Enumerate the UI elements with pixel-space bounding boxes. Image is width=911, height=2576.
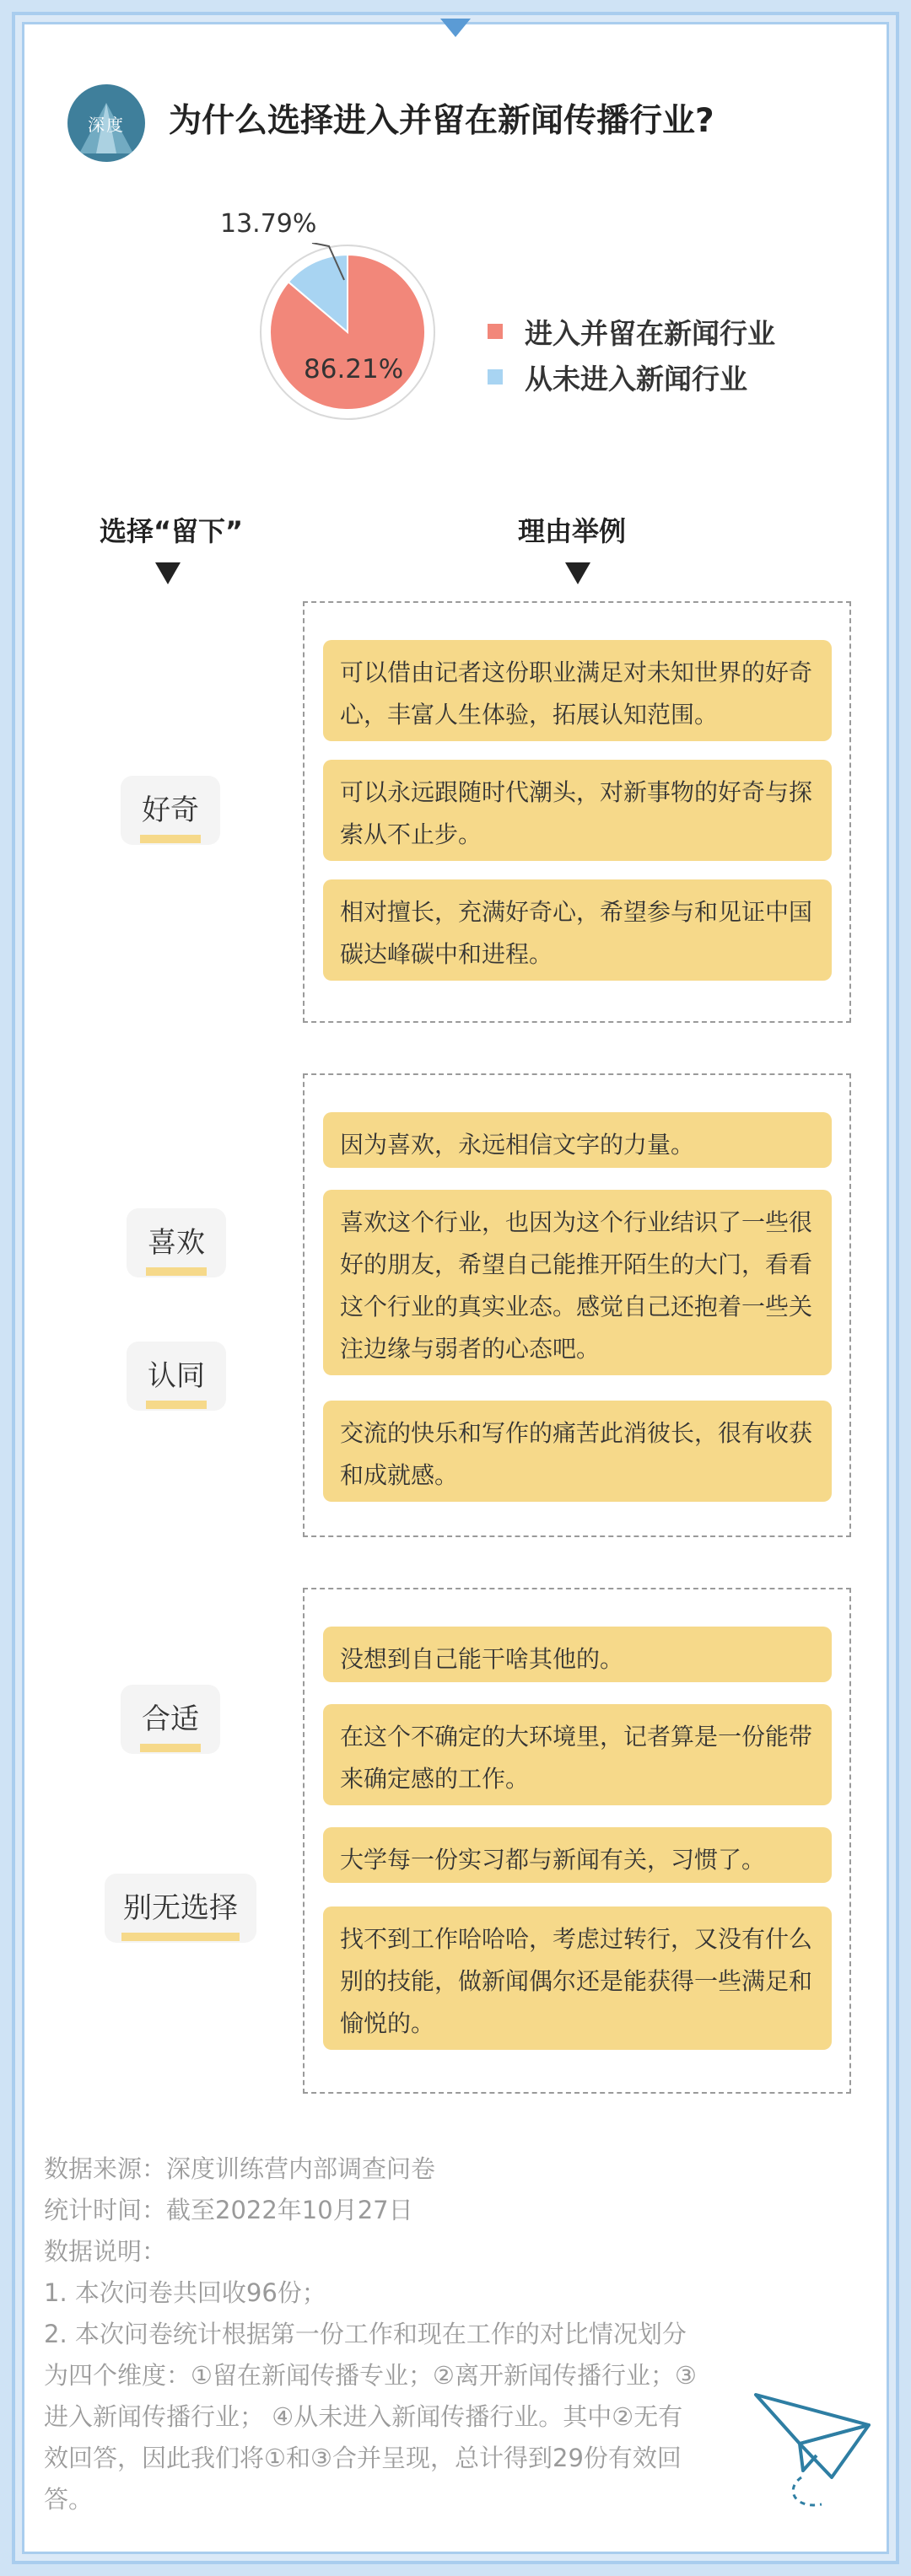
legend-item-never [488,354,775,400]
pie-label-major: 86.21% [304,354,404,385]
pie-chart [258,243,437,422]
reason-card: 没想到自己能干啥其他的。 [323,1627,832,1682]
top-marker-icon [440,19,471,37]
reason-card: 交流的快乐和写作的痛苦此消彼长，很有收获和成就感。 [323,1401,832,1502]
pie-legend [488,309,775,400]
reason-card: 可以借由记者这份职业满足对未知世界的好奇心，丰富人生体验，拓展认知范围。 [323,640,832,741]
legend-swatch-stay [488,324,503,339]
reason-card: 可以永远跟随时代潮头，对新事物的好奇与探索从不止步。 [323,760,832,861]
logo-text: 深度 [88,114,125,135]
legend-item-stay [488,309,775,354]
note-source: 数据来源：深度训练营内部调查问卷 [44,2154,436,2183]
reason-card: 相对擅长，充满好奇心，希望参与和见证中国碳达峰碳中和进程。 [323,879,832,981]
reason-card: 找不到工作哈哈哈，考虑过转行，又没有什么别的技能，做新闻偶尔还是能获得一些满足和愉悦的。 [323,1906,832,2050]
choice-tag: 认同 [127,1342,226,1411]
legend-swatch-never [488,369,503,385]
note-item-2: 2. 本次问卷统计根据第一份工作和现在工作的对比情况划分为四个维度：①留在新闻传播专业；②离开新闻传播行业；③进入新闻传播行业； ④从未进入新闻传播行业。其中②无有效回答，因此我们将①和③合并呈现，总计得到29份有效回答。 [44,2320,697,2514]
legend-label-stay: 进入并留在新闻行业 [525,316,775,350]
data-notes [44,2148,702,2520]
choice-tag: 喜欢 [127,1208,226,1277]
down-arrow-icon [565,562,590,584]
pie-label-minor: 13.79% [220,209,317,239]
column-header-reasons: 理由举例 [518,515,627,547]
paper-plane-icon [751,2386,877,2513]
choice-tag: 合适 [121,1685,220,1754]
choice-tag: 好奇 [121,776,220,845]
down-arrow-icon [155,562,181,584]
reason-group-fit [303,1588,851,2094]
column-header-choice: 选择“留下” [100,515,244,547]
legend-label-never: 从未进入新闻行业 [525,362,747,395]
note-item-1: 1. 本次问卷共回收96份； [44,2278,326,2307]
logo [67,84,145,162]
reason-card: 因为喜欢，永远相信文字的力量。 [323,1112,832,1168]
note-heading: 数据说明： [44,2237,167,2266]
reason-card: 在这个不确定的大环境里，记者算是一份能带来确定感的工作。 [323,1704,832,1805]
reason-group-curiosity [303,601,851,1023]
reason-group-like [303,1073,851,1537]
reason-card: 大学每一份实习都与新闻有关，习惯了。 [323,1827,832,1883]
choice-tag: 别无选择 [105,1874,256,1943]
reason-card: 喜欢这个行业，也因为这个行业结识了一些很好的朋友，希望自己能推开陌生的大门，看看这个行业的真实业态。感觉自己还抱着一些关注边缘与弱者的心态吧。 [323,1190,832,1375]
note-time: 统计时间：截至2022年10月27日 [44,2196,413,2224]
page-title: 为什么选择进入并留在新闻传播行业? [169,102,714,140]
